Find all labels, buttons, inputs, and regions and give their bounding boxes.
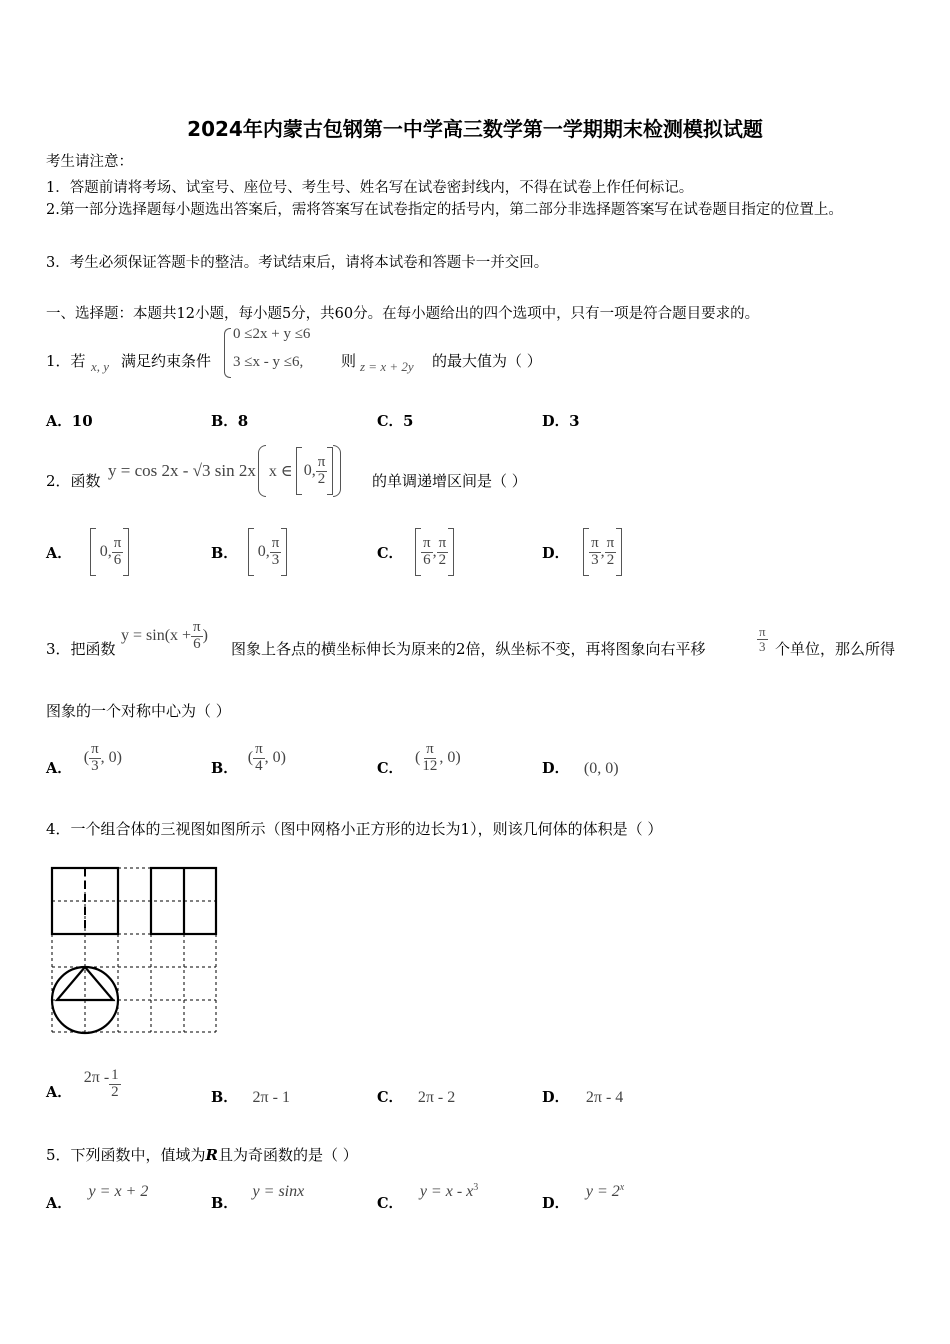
q5-question: 5．下列函数中，值域为R且为奇函数的是（ ）: [46, 1146, 358, 1164]
q1-suffix: 的最大值为（ ）: [432, 352, 542, 370]
q1-constraint-2: 3 ≤x - y ≤6,: [233, 354, 304, 370]
q3-prefix: 3．把函数: [46, 640, 116, 658]
q1-objective: z = x + 2y: [360, 359, 414, 374]
q3-option-d[interactable]: D． (0, 0): [542, 760, 619, 777]
q1-option-b[interactable]: B．8: [211, 412, 249, 430]
q5-option-a[interactable]: A． y = x + 2: [46, 1183, 149, 1212]
notice-item-3: 3．考生必须保证答题卡的整洁。考试结束后，请将本试卷和答题卡一并交回。: [46, 255, 549, 271]
q1-brace: [224, 328, 231, 378]
q5-option-d[interactable]: D． $y = 2^x$: [542, 1182, 625, 1212]
q3-line2: 图象的一个对称中心为（ ）: [46, 702, 231, 720]
three-view-figure: [48, 864, 223, 1036]
q2-suffix: 的单调递增区间是（ ）: [372, 472, 527, 490]
q4-option-c[interactable]: C． 2π - 2: [377, 1089, 456, 1106]
q3-option-b[interactable]: B． ( $\frac{\pi}{4}$ , 0): [211, 740, 286, 777]
q2-expression: y = cos 2x - √3 sin 2x x ∈ 0, $\frac{\pi}{2}$: [108, 446, 341, 496]
q2-prefix: 2．函数: [46, 472, 101, 490]
q2-option-b[interactable]: B． 0, $\frac{\pi}{3}$: [211, 527, 287, 577]
q1-mid: 满足约束条件: [121, 352, 212, 370]
q3-option-c[interactable]: C． ( $\frac{\pi}{12}$ , 0): [377, 740, 461, 777]
q1-option-c[interactable]: C．5: [377, 412, 414, 430]
notice-heading: 考生请注意：: [46, 154, 133, 170]
q3-suffix: 个单位，那么所得: [775, 640, 896, 658]
q5-option-c[interactable]: C． $y = x - x^3$: [377, 1182, 479, 1212]
grid-lines: [52, 868, 216, 1032]
q1-vars: x, y: [91, 359, 110, 374]
notice-item-2: 2.第一部分选择题每小题选出答案后，需将答案写在试卷指定的括号内，第二部分非选择题答案写在试卷题目指定的位置上。: [46, 202, 843, 218]
q2-option-d[interactable]: D． $\frac{\pi}{3}$ , $\frac{\pi}{2}$: [542, 527, 622, 577]
q4-option-d[interactable]: D． 2π - 4: [542, 1089, 624, 1106]
q1-then: 则: [341, 352, 357, 370]
section-heading: 一、选择题：本题共12小题，每小题5分，共60分。在每小题给出的四个选项中，只有一项是符合题目要求的。: [46, 306, 760, 322]
q3-mid: 图象上各点的横坐标伸长为原来的2倍，纵坐标不变，再将图象向右平移: [231, 640, 706, 658]
q4-text: 4．一个组合体的三视图如图所示（图中网格小正方形的边长为1），则该几何体的体积是（ ）: [46, 820, 663, 838]
q5-option-b[interactable]: B． y = sinx: [211, 1183, 305, 1212]
page-title: 2024年内蒙古包钢第一中学高三数学第一学期期末检测模拟试题: [187, 117, 763, 141]
q3-shift: $\frac{\pi}{3}$: [759, 623, 766, 654]
q4-option-a[interactable]: A． 2π - $\frac{1}{2}$: [46, 1066, 119, 1101]
q4-option-b[interactable]: B． 2π - 1: [211, 1089, 290, 1106]
q3-option-a[interactable]: A． ( $\frac{\pi}{3}$ , 0): [46, 740, 122, 777]
q1-constraint-1: 0 ≤2x + y ≤6: [233, 326, 311, 342]
q2-option-c[interactable]: C． $\frac{\pi}{6}$ , $\frac{\pi}{2}$: [377, 527, 454, 577]
q2-option-a[interactable]: A． 0, $\frac{\pi}{6}$: [46, 527, 129, 577]
q1-option-a[interactable]: A．10: [46, 412, 93, 430]
q1-option-d[interactable]: D．3: [542, 412, 580, 430]
q3-expression: y = sin(x + $\frac{\pi}{6}$ ): [121, 618, 208, 652]
q1-prefix: 1．若: [46, 352, 86, 370]
notice-item-1: 1．答题前请将考场、试室号、座位号、考生号、姓名写在试卷密封线内，不得在试卷上作任何标记。: [46, 180, 694, 196]
